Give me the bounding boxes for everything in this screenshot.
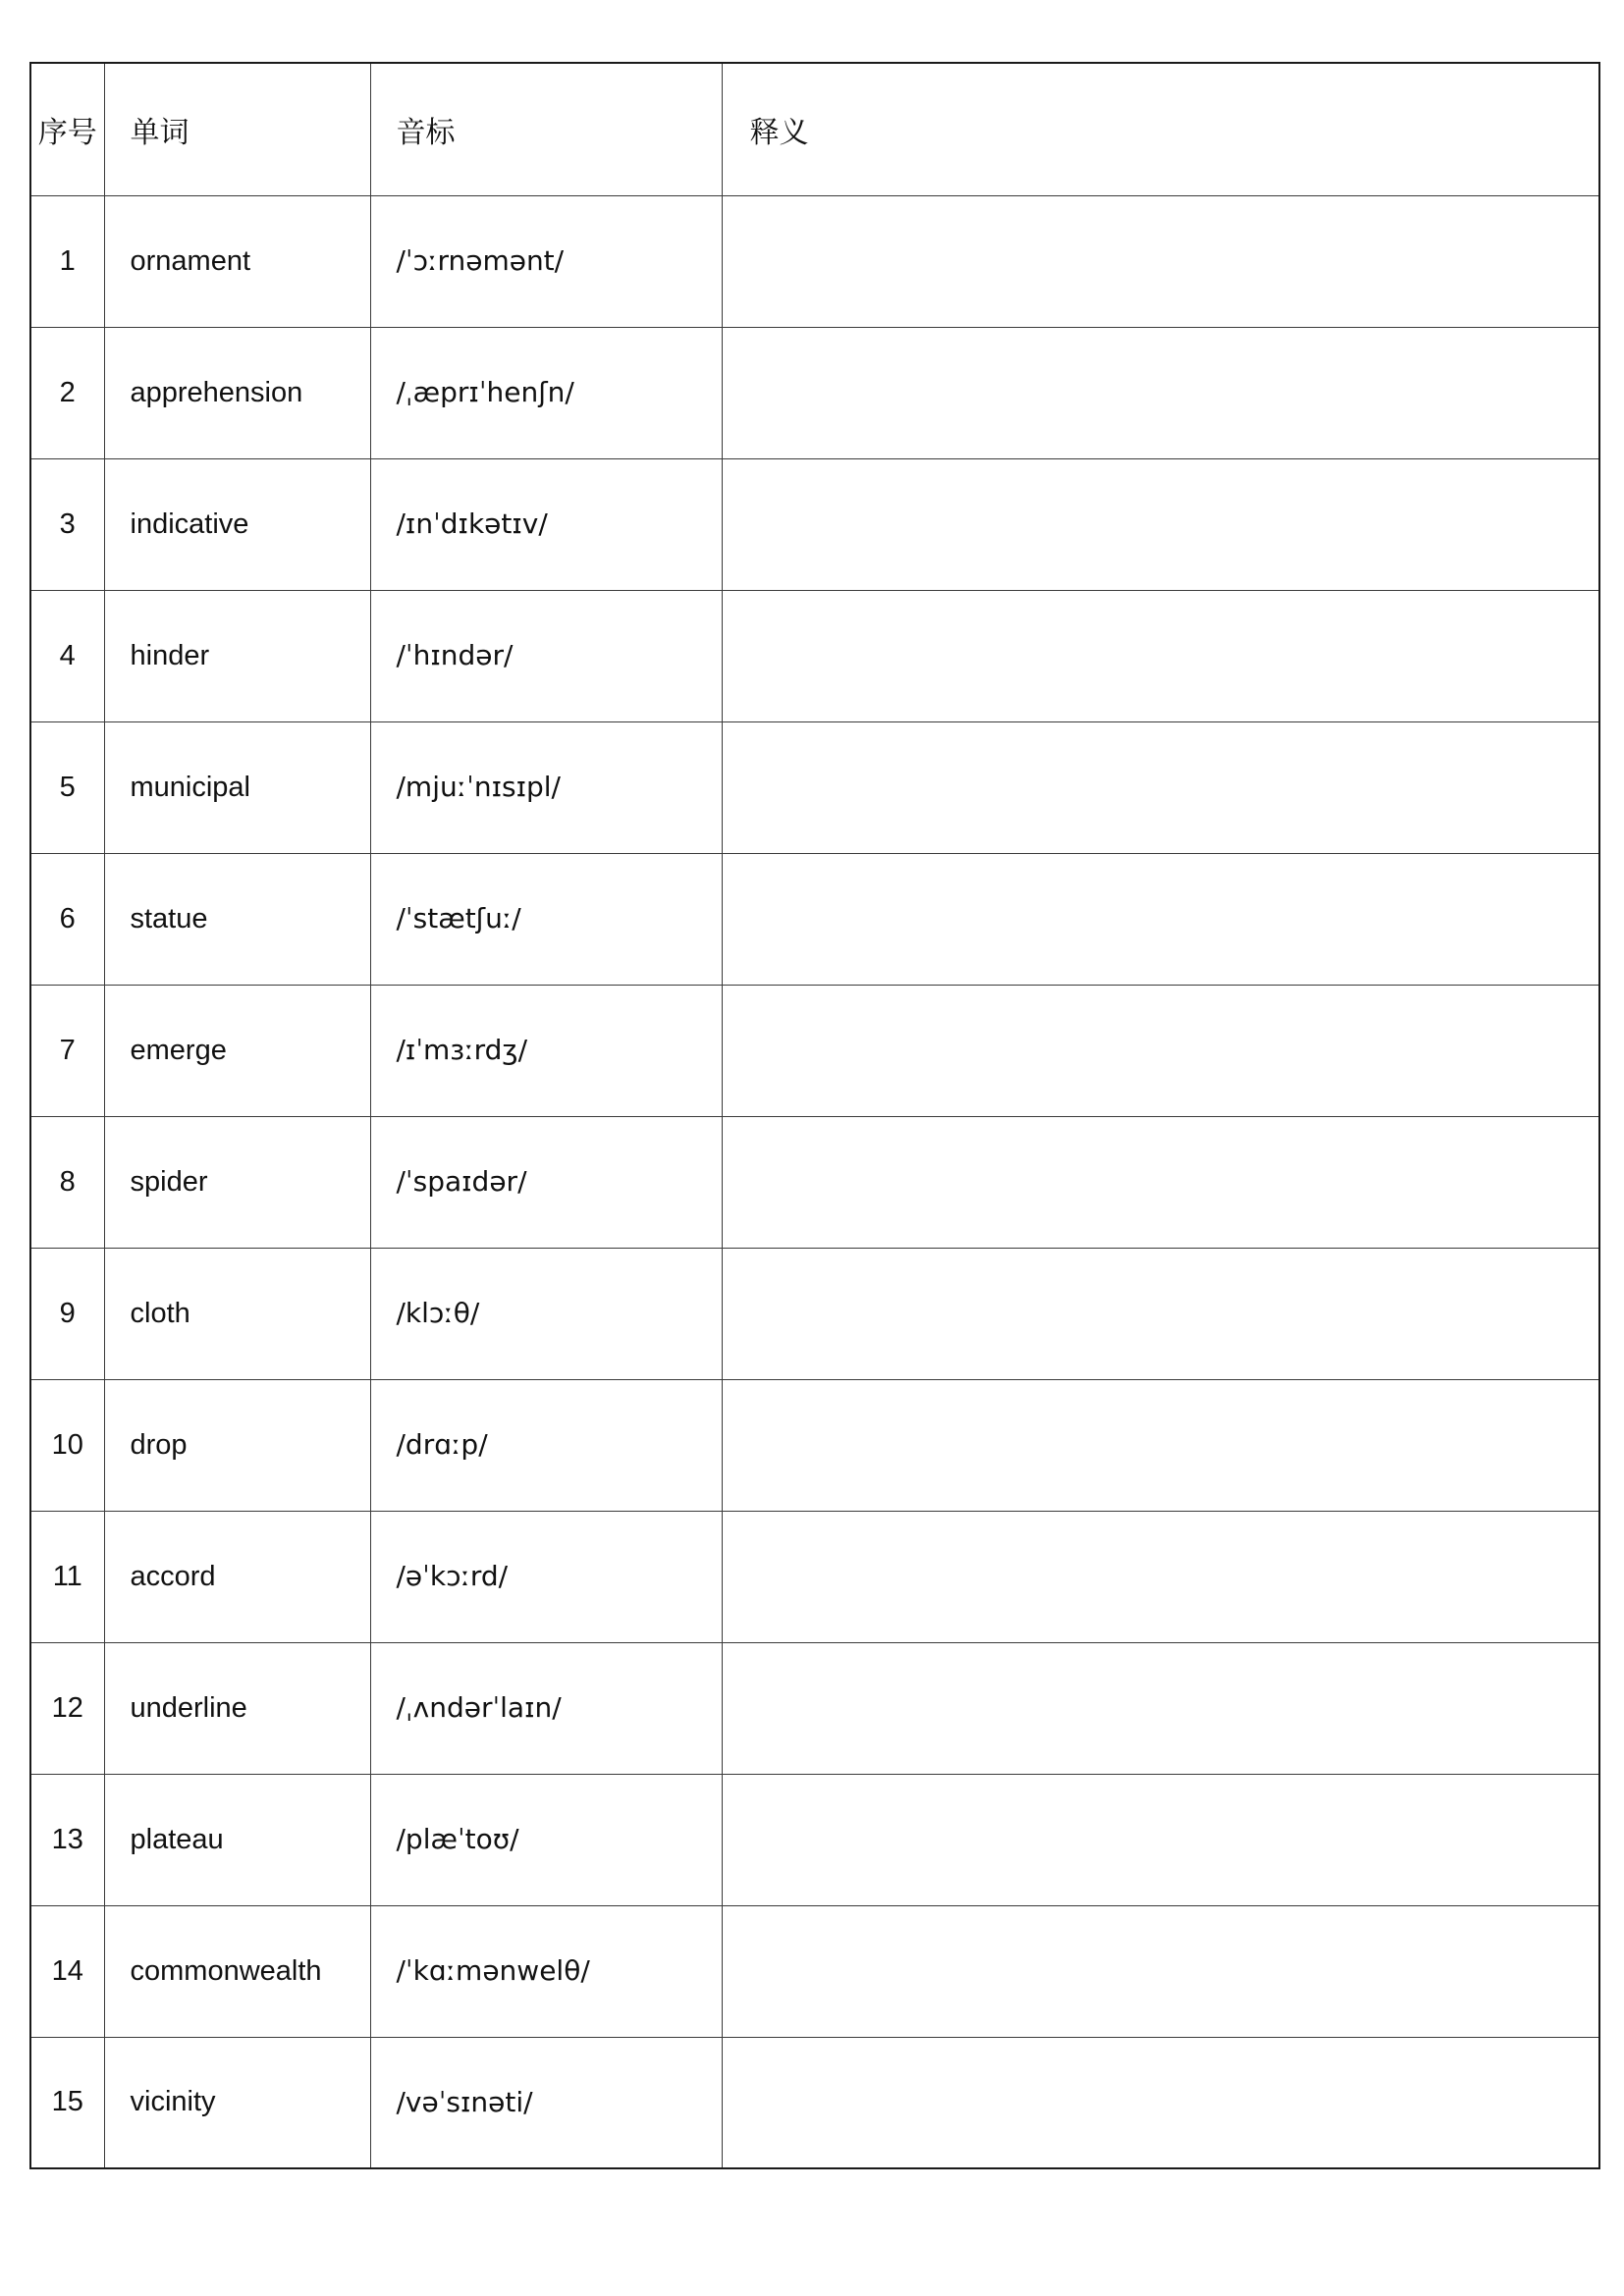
row-definition-cell[interactable] — [722, 1116, 1599, 1248]
row-word: underline — [104, 1642, 370, 1774]
phonetic-text: /ˈspaɪdər/ — [396, 1165, 527, 1198]
row-phonetic — [370, 1774, 722, 1905]
row-definition-cell[interactable] — [722, 721, 1599, 853]
row-index: 1 — [30, 195, 104, 327]
row-word: plateau — [104, 1774, 370, 1905]
table-row — [30, 853, 1599, 985]
row-definition-cell[interactable] — [722, 1774, 1599, 1905]
phonetic-text: /ˈhɪndər/ — [396, 639, 514, 671]
row-word: cloth — [104, 1248, 370, 1379]
phonetic-text: /klɔːθ/ — [396, 1297, 480, 1329]
row-definition-cell[interactable] — [722, 1511, 1599, 1642]
row-index: 13 — [30, 1774, 104, 1905]
row-word: vicinity — [104, 2037, 370, 2168]
table-row — [30, 1774, 1599, 1905]
row-phonetic — [370, 985, 722, 1116]
table-row — [30, 1511, 1599, 1642]
row-index: 7 — [30, 985, 104, 1116]
row-phonetic — [370, 853, 722, 985]
row-phonetic — [370, 1511, 722, 1642]
table-row — [30, 1248, 1599, 1379]
row-word: accord — [104, 1511, 370, 1642]
row-definition-cell[interactable] — [722, 1248, 1599, 1379]
row-index: 12 — [30, 1642, 104, 1774]
phonetic-text: /mjuːˈnɪsɪpl/ — [396, 771, 561, 803]
row-definition-cell[interactable] — [722, 2037, 1599, 2168]
row-word: spider — [104, 1116, 370, 1248]
row-index: 15 — [30, 2037, 104, 2168]
table-row — [30, 2037, 1599, 2168]
table-body — [30, 195, 1599, 2168]
row-definition-cell[interactable] — [722, 1905, 1599, 2037]
table-row — [30, 458, 1599, 590]
row-definition-cell[interactable] — [722, 590, 1599, 721]
row-word: statue — [104, 853, 370, 985]
row-phonetic — [370, 1642, 722, 1774]
row-word: municipal — [104, 721, 370, 853]
row-phonetic — [370, 590, 722, 721]
row-phonetic — [370, 1116, 722, 1248]
header-word: 单词 — [104, 63, 370, 195]
row-definition-cell[interactable] — [722, 853, 1599, 985]
phonetic-text: /ɪnˈdɪkətɪv/ — [396, 507, 548, 540]
row-word: indicative — [104, 458, 370, 590]
row-definition-cell[interactable] — [722, 1642, 1599, 1774]
phonetic-text: /ˌæprɪˈhenʃn/ — [396, 376, 574, 408]
table-row — [30, 985, 1599, 1116]
table-header-row — [30, 63, 1599, 195]
phonetic-text: /ˌʌndərˈlaɪn/ — [396, 1691, 562, 1724]
row-phonetic — [370, 195, 722, 327]
table-row — [30, 327, 1599, 458]
phonetic-text: /drɑːp/ — [396, 1428, 488, 1461]
phonetic-text: /ɪˈmɜːrdʒ/ — [396, 1034, 528, 1066]
phonetic-text: /ˈɔːrnəmənt/ — [396, 244, 565, 277]
row-index: 9 — [30, 1248, 104, 1379]
row-phonetic — [370, 1905, 722, 2037]
phonetic-text: /ˈstætʃuː/ — [396, 902, 521, 934]
vocabulary-table — [29, 62, 1600, 2169]
row-word: commonwealth — [104, 1905, 370, 2037]
row-phonetic — [370, 2037, 722, 2168]
row-word: emerge — [104, 985, 370, 1116]
table-row — [30, 1116, 1599, 1248]
row-word: hinder — [104, 590, 370, 721]
row-index: 3 — [30, 458, 104, 590]
table-row — [30, 1905, 1599, 2037]
row-definition-cell[interactable] — [722, 327, 1599, 458]
row-index: 2 — [30, 327, 104, 458]
row-phonetic — [370, 458, 722, 590]
phonetic-text: /əˈkɔːrd/ — [396, 1560, 509, 1592]
row-index: 10 — [30, 1379, 104, 1511]
row-phonetic — [370, 1379, 722, 1511]
row-definition-cell[interactable] — [722, 1379, 1599, 1511]
phonetic-text: /plæˈtoʊ/ — [396, 1823, 519, 1855]
row-word: drop — [104, 1379, 370, 1511]
table-row — [30, 590, 1599, 721]
row-index: 6 — [30, 853, 104, 985]
table-row — [30, 721, 1599, 853]
row-word: ornament — [104, 195, 370, 327]
row-definition-cell[interactable] — [722, 195, 1599, 327]
row-word: apprehension — [104, 327, 370, 458]
row-index: 8 — [30, 1116, 104, 1248]
row-index: 4 — [30, 590, 104, 721]
row-index: 14 — [30, 1905, 104, 2037]
row-definition-cell[interactable] — [722, 458, 1599, 590]
header-index: 序号 — [30, 63, 104, 195]
table-row — [30, 195, 1599, 327]
header-definition: 释义 — [722, 63, 1599, 195]
row-phonetic — [370, 1248, 722, 1379]
phonetic-text: /vəˈsɪnəti/ — [396, 2085, 533, 2118]
header-phonetic: 音标 — [370, 63, 722, 195]
phonetic-text: /ˈkɑːmənwelθ/ — [396, 1954, 590, 1987]
table-row — [30, 1642, 1599, 1774]
row-definition-cell[interactable] — [722, 985, 1599, 1116]
table-row — [30, 1379, 1599, 1511]
row-phonetic — [370, 721, 722, 853]
row-index: 11 — [30, 1511, 104, 1642]
row-index: 5 — [30, 721, 104, 853]
row-phonetic — [370, 327, 722, 458]
